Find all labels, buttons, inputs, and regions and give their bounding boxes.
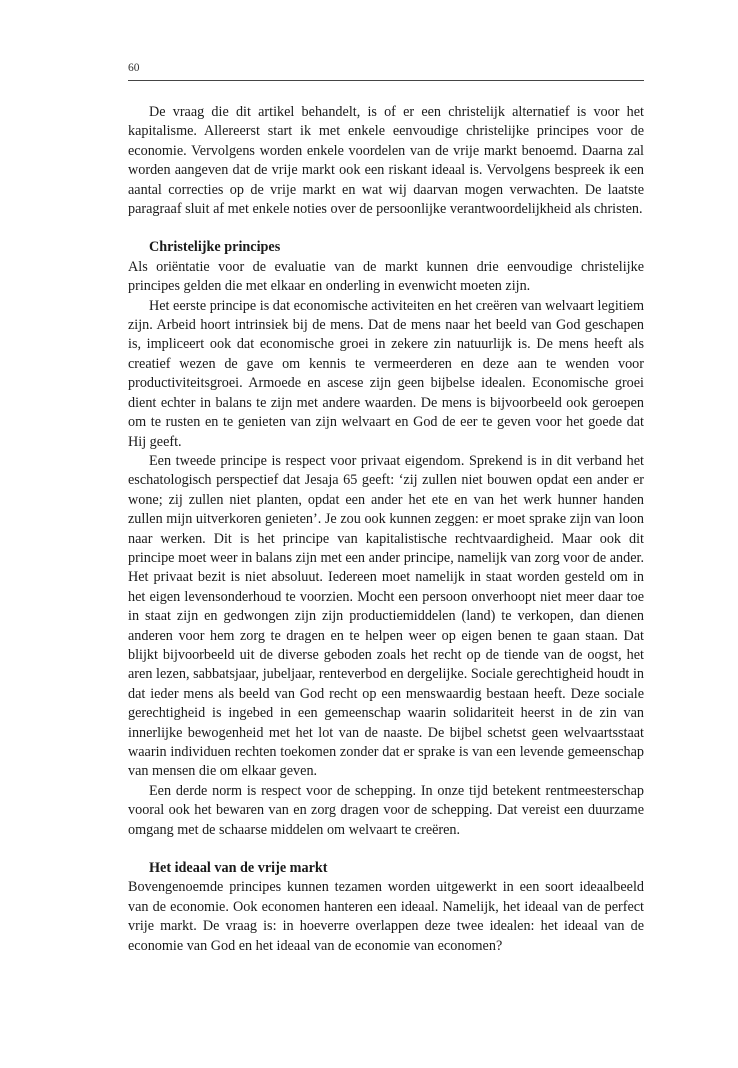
- paragraph: Het eerste principe is dat economische activiteiten en het creëren van welvaart legitiem zijn. Arbeid hoort intrinsiek bij de mens. Dat de mens naar het beeld van God geschapen is, impliceert ook dat economische groei in zekere zin natuurlijk is. De mens heeft als creatief wezen de gave om kennis te vermeerderen en deze aan te wenden voor productiviteitsgroei. Armoede en ascese zijn geen bijbelse idealen. Economische groei dient echter in balans te zijn met andere waarden. De mens is bijvoorbeeld ook geroepen om te rusten en te genieten van zijn welvaart en God de eer te geven voor het goede dat Hij geeft.: [128, 297, 644, 450]
- paragraph: Een derde norm is respect voor de schepping. In onze tijd betekent rentmeesterschap vooral ook het bewaren van en zorg dragen voor de schepping. Dat vereist een duurzame omgang met de schaarse middelen om welvaart te creëren.: [128, 782, 644, 838]
- intro-paragraph: De vraag die dit artikel behandelt, is of er een christelijk alternatief is voor het kapitalisme. Allereerst start ik met enkele eenvoudige christelijke principes voor de economie. Vervolgens worden enkele voordelen van de vrije markt benoemd. Daarna zal worden aangeven dat de vrije markt ook een riskant ideaal is. Vervolgens bespreek ik een aantal correcties op de vrije markt en wat wij daarvan mogen verwachten. De laatste paragraaf sluit af met enkele noties over de persoonlijke verantwoordelijkheid als christen.: [128, 104, 644, 218]
- section-heading-christelijke-principes: Christelijke principes: [149, 239, 281, 256]
- section-spacer: [128, 219, 644, 238]
- paragraph: Een tweede principe is respect voor privaat eigendom. Sprekend is in dit verband het eschatologisch perspectief dat Jesaja 65 geeft: ‘zij zullen niet bouwen opdat een ander er wone; zij zullen niet planten, opdat een ander het ete en van het werk hunner handen zullen mijn uitverkoren genieten’. Je zou ook kunnen zeggen: er moet sprake zijn van loon naar werken. Dit is het principe van kapitalistische rechtvaardigheid. Maar ook dit principe moet weer in balans zijn met een ander principe, namelijk van zorg voor de ander. Het privaat bezit is niet absoluut. Iedereen moet namelijk in staat worden gesteld om in het eigen levensonderhoud te voorzien. Mocht een persoon onverhoopt niet meer daar toe in staat zijn en gedwongen zijn zijn productiemiddelen (land) te verkopen, dan dienen anderen voor hem zorg te dragen en te helpen weer op eigen benen te gaan staan. Dat blijkt bijvoorbeeld uit de diverse geboden zoals het recht op de tiende van de oogst, het aren lezen, sabbatsjaar, jubeljaar, renteverbod en dergelijke. Sociale gerechtigheid houdt in dat ieder mens als beeld van God recht op een menswaardig bestaan heeft. Deze sociale gerechtigheid is ingebed in een gemeenschap waarin solidariteit heerst in de zin van innerlijke bewogenheid met het lot van de naaste. De bijbel schetst geen welvaartsstaat waarin individuen rechten toekomen zonder dat er sprake is van een levende gemeenschap van mensen die om elkaar geven.: [128, 452, 644, 780]
- page-body: [128, 103, 644, 956]
- header-rule: [128, 80, 644, 81]
- section-spacer: [128, 840, 644, 859]
- paragraph: Als oriëntatie voor de evaluatie van de markt kunnen drie eenvoudige christelijke principes gelden die met elkaar en onderling in evenwicht moeten zijn.: [128, 258, 644, 295]
- page-number: 60: [128, 62, 140, 74]
- section-heading-ideaal-vrije-markt: Het ideaal van de vrije markt: [149, 860, 328, 877]
- paragraph: Bovengenoemde principes kunnen tezamen worden uitgewerkt in een soort ideaalbeeld van de economie. Ook economen hanteren een ideaal. Namelijk, het ideaal van de perfect vrije markt. De vraag is: in hoeverre overlappen deze twee idealen: het ideaal van de economie van God en het ideaal van de economie van economen?: [128, 879, 644, 954]
